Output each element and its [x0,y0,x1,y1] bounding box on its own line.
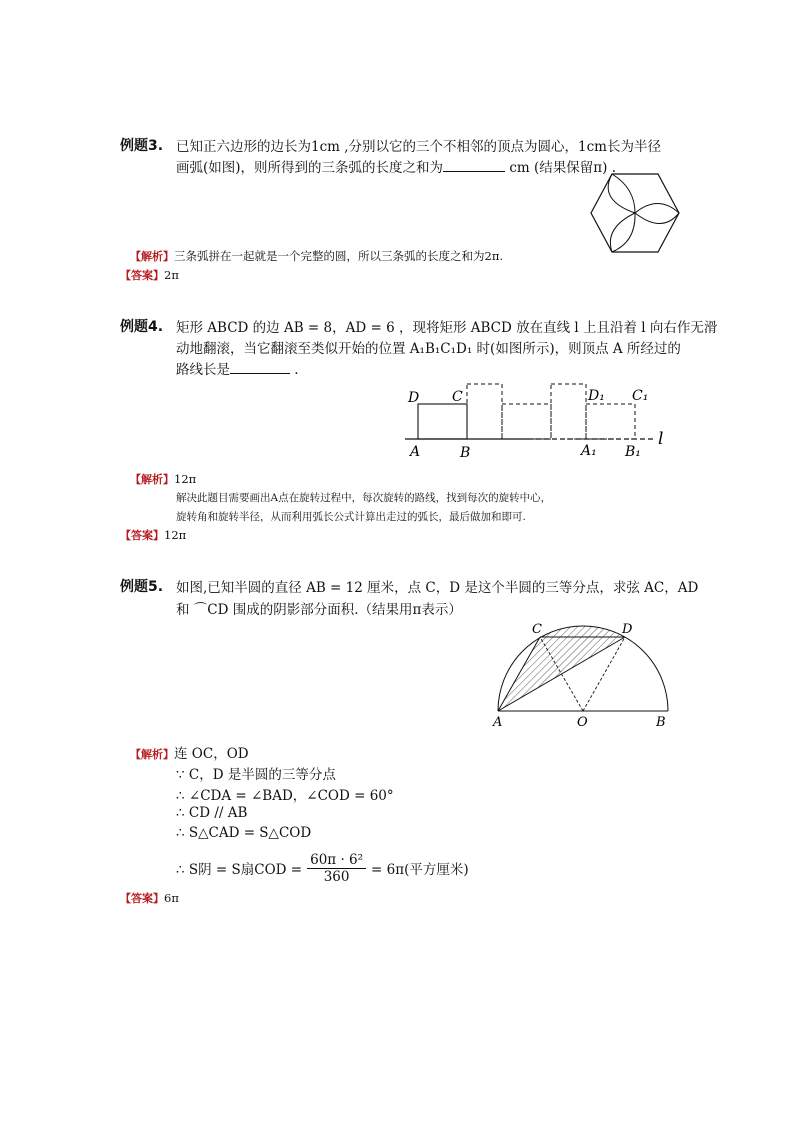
answer-text: 6π [164,891,179,905]
label-B1: B₁ [625,444,641,460]
answer-tag: 【答案】 [120,529,164,542]
example-3-label: 例题3. [120,138,164,154]
answer-tag: 【答案】 [120,269,164,282]
analysis-step-1: 连 OC，OD [174,746,249,762]
fraction-numerator: 60π · 6² [307,852,366,869]
example-5-answer [120,890,179,906]
answer-blank [443,159,505,172]
rectangle-position-2 [467,384,502,439]
label-C1: C₁ [632,388,649,404]
example-4-analysis-line-1: 解决此题目需要画出A点在旋转过程中，每次旋转的路线，找到每次的旋转中心， [176,492,552,504]
analysis-tag: 【解析】 [130,748,174,761]
example-3-question-line-1: 已知正六边形的边长为1cm ,分别以它的三个不相邻的顶点为圆心，1cm长为半径 [176,139,661,155]
analysis-tag: 【解析】 [130,473,174,486]
arc [635,213,679,224]
label-D: D [622,622,633,637]
question-text: 路线长是 [176,362,230,378]
hexagon-figure [588,172,682,254]
rectangle-ABCD [418,404,467,439]
example-5-question-line-1: 如图,已知半圆的直径 AB = 12 厘米，点 C，D 是这个半圆的三等分点，求弦 AC，AD [176,580,699,596]
label-O: O [577,715,588,730]
example-5-question-line-2: 和 ⌒CD 围成的阴影部分面积.（结果用π表示） [176,602,462,618]
label-C: C [532,622,542,637]
label-l: l [658,429,664,449]
example-4-question-line-1: 矩形 ABCD 的边 AB = 8，AD = 6 ，现将矩形 ABCD 放在直线 l 上且沿着 l 向右作无滑 [176,320,718,336]
example-5-label: 例题5. [120,579,164,595]
answer-tag: 【答案】 [120,892,164,905]
answer-text: 12π [164,528,187,542]
analysis-tag: 【解析】 [130,250,174,263]
label-D1: D₁ [588,388,605,404]
question-text: cm (结果保留π) . [509,160,616,176]
area-result: = 6π(平方厘米) [371,862,469,878]
label-B: B [656,715,666,730]
example-4-analysis [130,471,196,487]
analysis-step-2: ∵ C，D 是半圆的三等分点 [176,767,336,783]
example-5-analysis [130,742,249,762]
question-text: . [294,362,299,378]
analysis-value: 12π [174,472,197,486]
analysis-step-3: ∴ ∠CDA = ∠BAD，∠COD = 60° [176,788,394,804]
label-B: B [460,445,471,461]
label-A: A [493,715,503,730]
answer-text: 2π [164,268,179,282]
arc [612,213,635,252]
example-3-question-line-2 [176,156,616,176]
area-expression: ∴ S阴 = S扇COD = [176,862,303,878]
question-text: 画弧(如图)，则所得到的三条弧的长度之和为 [176,160,444,176]
analysis-step-5: ∴ S△CAD = S△COD [176,825,312,841]
label-A: A [410,444,421,460]
example-4-analysis-line-2: 旋转角和旋转半径，从而利用弧长公式计算出走过的弧长，最后做加和即可. [176,511,526,523]
example-4-label: 例题4. [120,319,164,335]
rectangle-A1B1C1D1 [586,404,635,439]
example-4-answer [120,527,186,543]
analysis-text: 三条弧拼在一起就是一个完整的圆，所以三条弧的长度之和为2π. [174,249,504,263]
analysis-step-4: ∴ CD // AB [176,805,248,821]
answer-blank [230,361,290,374]
example-3-answer [120,267,179,283]
rolling-rectangle-figure [400,380,675,462]
fraction-denominator: 360 [323,868,350,885]
example-4-question-line-2: 动地翻滚，当它翻滚至类似开始的位置 A₁B₁C₁D₁ 时(如图所示)，则顶点 A 所经过的 [176,341,681,357]
semicircle-figure [490,622,680,732]
example-3-analysis [130,248,503,264]
rectangle-position-3 [502,404,551,439]
example-4-question-line-3 [176,358,299,378]
label-A1: A₁ [581,443,597,459]
rectangle-position-4 [551,384,586,439]
arc [612,174,635,213]
analysis-step-6 [176,850,469,886]
label-C: C [452,389,463,405]
arc [635,204,679,214]
label-D: D [408,390,420,406]
fraction [307,852,366,885]
